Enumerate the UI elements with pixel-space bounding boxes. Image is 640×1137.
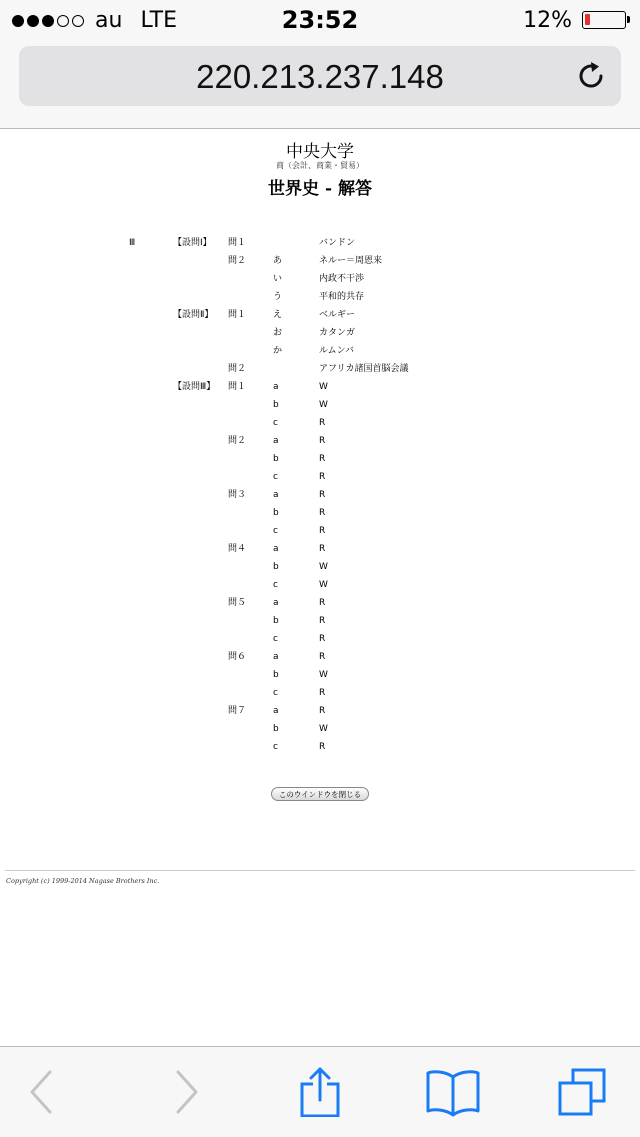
blank-label: c [273, 526, 278, 536]
blank-label: c [273, 580, 278, 590]
faculty-name: 商（会計、商業・貿易） [276, 161, 364, 170]
blank-label: a [273, 598, 279, 608]
blank-label: a [273, 652, 279, 662]
blank-label: お [273, 328, 283, 338]
network-type: LTE [140, 8, 178, 33]
blank-label: c [273, 688, 278, 698]
status-bar [0, 0, 640, 40]
sub-question-label: 問３ [228, 490, 247, 500]
tabs-icon[interactable] [557, 1067, 607, 1117]
blank-label: a [273, 706, 279, 716]
blank-label: い [273, 274, 283, 284]
answer-text: バンドン [319, 238, 356, 248]
share-icon[interactable] [295, 1067, 345, 1117]
answer-text: カタンガ [319, 328, 356, 338]
university-name: 中央大学 [286, 142, 354, 162]
answer-text: R [319, 616, 326, 626]
answer-text: W [319, 580, 328, 590]
answer-text: R [319, 508, 326, 518]
sub-question-label: 問１ [228, 238, 247, 248]
answer-text: R [319, 490, 326, 500]
blank-label: う [273, 292, 283, 302]
bookmarks-icon[interactable] [425, 1067, 481, 1117]
answer-text: 平和的共存 [319, 292, 365, 302]
blank-label: か [273, 346, 283, 356]
sub-question-label: 問５ [228, 598, 247, 608]
answer-text: R [319, 454, 326, 464]
answer-text: R [319, 634, 326, 644]
sub-question-label: 問２ [228, 364, 247, 374]
section-label: Ⅲ [129, 238, 136, 248]
sub-question-label: 問１ [228, 310, 247, 320]
blank-label: b [273, 616, 279, 626]
blank-label: a [273, 490, 279, 500]
question-group-label: 【設問Ⅲ】 [173, 382, 216, 392]
blank-label: a [273, 544, 279, 554]
browser-toolbar [0, 1046, 640, 1137]
blank-label: b [273, 724, 279, 734]
blank-label: b [273, 508, 279, 518]
answer-text: R [319, 598, 326, 608]
divider [5, 870, 635, 871]
battery-icon [582, 11, 626, 29]
blank-label: え [273, 310, 283, 320]
blank-label: a [273, 382, 279, 392]
sub-question-label: 問４ [228, 544, 247, 554]
answer-text: W [319, 670, 328, 680]
page-title: 世界史 - 解答 [268, 179, 372, 199]
answer-text: ネルー＝周恩来 [319, 256, 383, 266]
answer-text: R [319, 688, 326, 698]
back-icon[interactable] [18, 1067, 68, 1117]
battery-percent: 12% [523, 8, 572, 33]
answer-text: R [319, 418, 326, 428]
reload-icon[interactable] [575, 60, 607, 92]
answer-text: ルムンバ [319, 346, 355, 356]
sub-question-label: 問２ [228, 436, 247, 446]
answer-text: W [319, 724, 328, 734]
answer-text: R [319, 472, 326, 482]
answer-text: アフリカ諸国首脳会議 [319, 364, 409, 374]
blank-label: b [273, 670, 279, 680]
sub-question-label: 問６ [228, 652, 247, 662]
url-text[interactable]: 220.213.237.148 [196, 58, 444, 95]
answer-text: 内政不干渉 [319, 274, 365, 284]
blank-label: c [273, 634, 278, 644]
answer-text: R [319, 526, 326, 536]
address-bar[interactable] [19, 46, 621, 106]
status-time: 23:52 [281, 6, 359, 34]
sub-question-label: 問２ [228, 256, 247, 266]
sub-question-label: 問１ [228, 382, 247, 392]
answer-text: ベルギー [319, 310, 356, 320]
copyright-text: Copyright (c) 1999-2014 Nagase Brothers Inc. [6, 877, 160, 885]
blank-label: b [273, 562, 279, 572]
blank-label: b [273, 400, 279, 410]
blank-label: あ [273, 256, 283, 266]
question-group-label: 【設問Ⅱ】 [173, 310, 214, 320]
carrier-name: au [95, 8, 123, 33]
forward-icon[interactable] [160, 1067, 210, 1117]
sub-question-label: 問７ [228, 706, 247, 716]
answer-text: R [319, 544, 326, 554]
answer-text: R [319, 652, 326, 662]
answer-text: W [319, 400, 328, 410]
answer-text: R [319, 436, 326, 446]
question-group-label: 【設問Ⅰ】 [173, 238, 212, 248]
blank-label: c [273, 742, 278, 752]
close-window-button[interactable]: このウインドウを閉じる [271, 787, 369, 801]
blank-label: c [273, 472, 278, 482]
answer-text: W [319, 562, 328, 572]
answer-text: R [319, 706, 326, 716]
blank-label: a [273, 436, 279, 446]
answer-text: R [319, 742, 326, 752]
blank-label: b [273, 454, 279, 464]
answer-text: W [319, 382, 328, 392]
battery-level [585, 14, 590, 25]
blank-label: c [273, 418, 278, 428]
address-bar-area [0, 40, 640, 129]
